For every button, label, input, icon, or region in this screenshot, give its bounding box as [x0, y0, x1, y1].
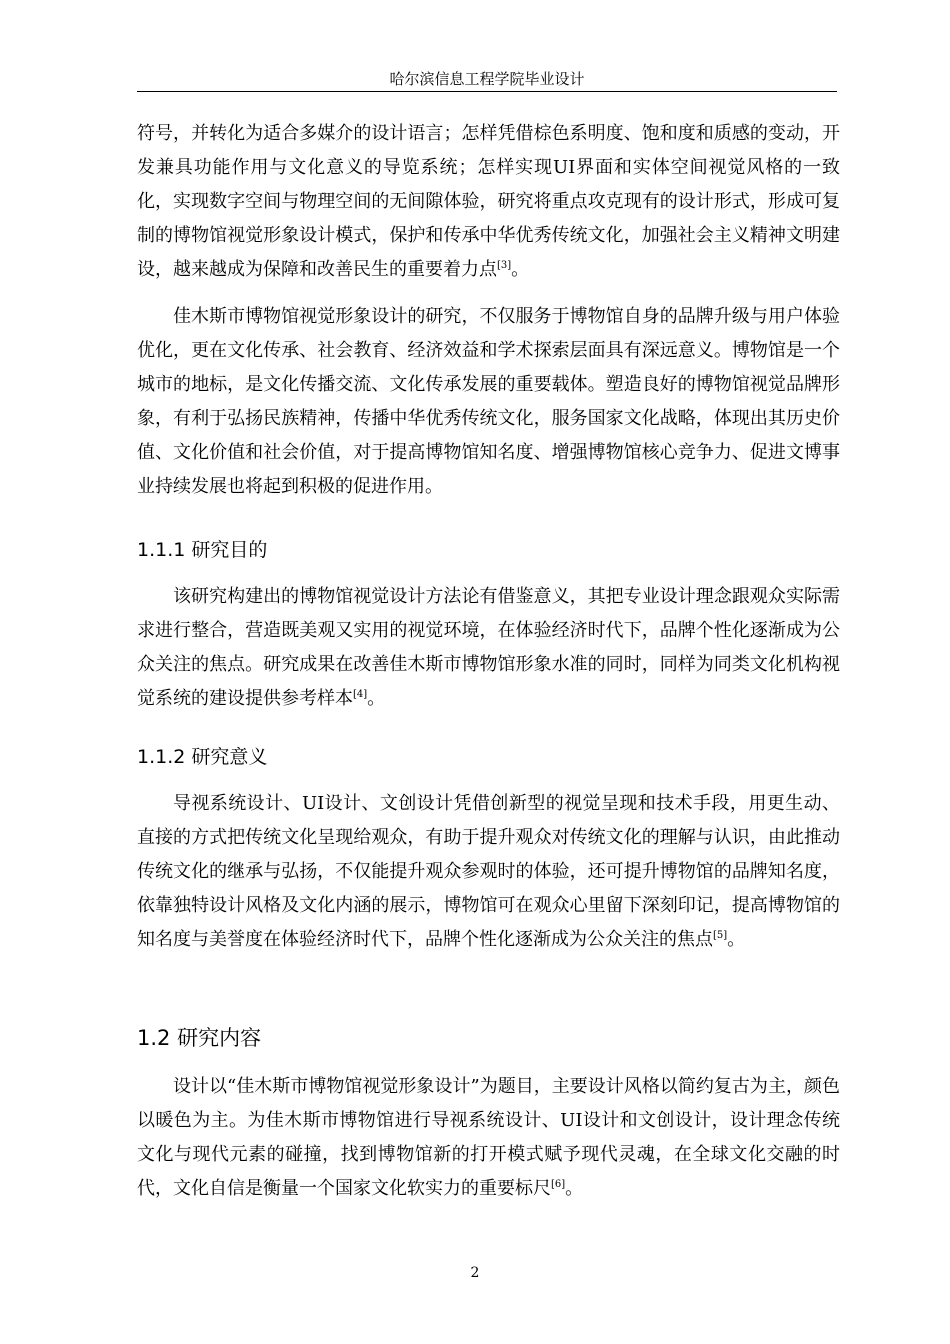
- paragraph-purpose: 该研究构建出的博物馆视觉设计方法论有借鉴意义，其把专业设计理念跟观众实际需求进行整合，营造既美观又实用的视觉环境，在体验经济时代下，品牌个性化逐渐成为公众关注的焦点。研究成果在改善佳木斯市博物馆形象水准的同时，同样为同类文化机构视觉系统的建设提供参考样本[4]。: [137, 586, 840, 709]
- paragraph-text: 符号，并转化为适合多媒介的设计语言；怎样凭借棕色系明度、饱和度和质感的变动，开发兼具功能作用与文化意义的导览系统；怎样实现UI界面和实体空间视觉风格的一致化，实现数字空间与物理空间的无间隙体验，研究将重点攻克现有的设计形式，形成可复制的博物馆视觉形象设计模式，保护和传承中华优秀传统文化，加强社会主义精神文明建设，越来越成为保障和改善民生的重要着力点: [137, 123, 840, 280]
- citation-ref: [3]: [497, 260, 512, 271]
- paragraph-continuation: 符号，并转化为适合多媒介的设计语言；怎样凭借棕色系明度、饱和度和质感的变动，开发兼具功能作用与文化意义的导览系统；怎样实现UI界面和实体空间视觉风格的一致化，实现数字空间与物理空间的无间隙体验，研究将重点攻克现有的设计形式，形成可复制的博物馆视觉形象设计模式，保护和传承中华优秀传统文化，加强社会主义精神文明建设，越来越成为保障和改善民生的重要着力点[3]。: [137, 123, 840, 280]
- citation-ref: [4]: [353, 689, 368, 700]
- paragraph-significance: [137, 300, 840, 504]
- running-header: 哈尔滨信息工程学院毕业设计: [389, 70, 585, 88]
- heading-research-meaning: 1.1.2 研究意义: [137, 746, 268, 768]
- paragraph-text: 佳木斯市博物馆视觉形象设计的研究，不仅服务于博物馆自身的品牌升级与用户体验优化，更在文化传承、社会教育、经济效益和学术探索层面具有深远意义。博物馆是一个城市的地标，是文化传播交流、文化传承发展的重要载体。塑造良好的博物馆视觉品牌形象，有利于弘扬民族精神，传播中华优秀传统文化，服务国家文化战略，体现出其历史价值、文化价值和社会价值，对于提高博物馆知名度、增强博物馆核心竞争力、促进文博事业持续发展也将起到积极的促进作用。: [137, 306, 840, 497]
- header-divider: [137, 91, 837, 92]
- citation-ref: [5]: [713, 930, 728, 941]
- heading-research-purpose: 1.1.1 研究目的: [137, 539, 268, 561]
- paragraph-text: 导视系统设计、UI设计、文创设计凭借创新型的视觉呈现和技术手段，用更生动、直接的方式把传统文化呈现给观众，有助于提升观众对传统文化的理解与认识，由此推动传统文化的继承与弘扬，不仅能提升观众参观时的体验，还可提升博物馆的品牌知名度，依靠独特设计风格及文化内涵的展示，博物馆可在观众心里留下深刻印记，提高博物馆的知名度与美誉度在体验经济时代下，品牌个性化逐渐成为公众关注的焦点: [137, 793, 840, 950]
- paragraph-text: 该研究构建出的博物馆视觉设计方法论有借鉴意义，其把专业设计理念跟观众实际需求进行整合，营造既美观又实用的视觉环境，在体验经济时代下，品牌个性化逐渐成为公众关注的焦点。研究成果在改善佳木斯市博物馆形象水准的同时，同样为同类文化机构视觉系统的建设提供参考样本: [137, 586, 840, 709]
- heading-research-content: 1.2 研究内容: [137, 1026, 262, 1050]
- paragraph-meaning: 导视系统设计、UI设计、文创设计凭借创新型的视觉呈现和技术手段，用更生动、直接的方式把传统文化呈现给观众，有助于提升观众对传统文化的理解与认识，由此推动传统文化的继承与弘扬，不仅能提升观众参观时的体验，还可提升博物馆的品牌知名度，依靠独特设计风格及文化内涵的展示，博物馆可在观众心里留下深刻印记，提高博物馆的知名度与美誉度在体验经济时代下，品牌个性化逐渐成为公众关注的焦点[5]。: [137, 793, 840, 950]
- paragraph-content: 设计以“佳木斯市博物馆视觉形象设计”为题目，主要设计风格以简约复古为主，颜色以暖色为主。为佳木斯市博物馆进行导视系统设计、UI设计和文创设计，设计理念传统文化与现代元素的碰撞，找到博物馆新的打开模式赋予现代灵魂，在全球文化交融的时代，文化自信是衡量一个国家文化软实力的重要标尺[6]。: [137, 1076, 840, 1199]
- page-number: 2: [470, 1265, 480, 1281]
- paragraph-text: 设计以“佳木斯市博物馆视觉形象设计”为题目，主要设计风格以简约复古为主，颜色以暖色为主。为佳木斯市博物馆进行导视系统设计、UI设计和文创设计，设计理念传统文化与现代元素的碰撞，找到博物馆新的打开模式赋予现代灵魂，在全球文化交融的时代，文化自信是衡量一个国家文化软实力的重要标尺: [137, 1076, 840, 1199]
- citation-ref: [6]: [551, 1179, 566, 1190]
